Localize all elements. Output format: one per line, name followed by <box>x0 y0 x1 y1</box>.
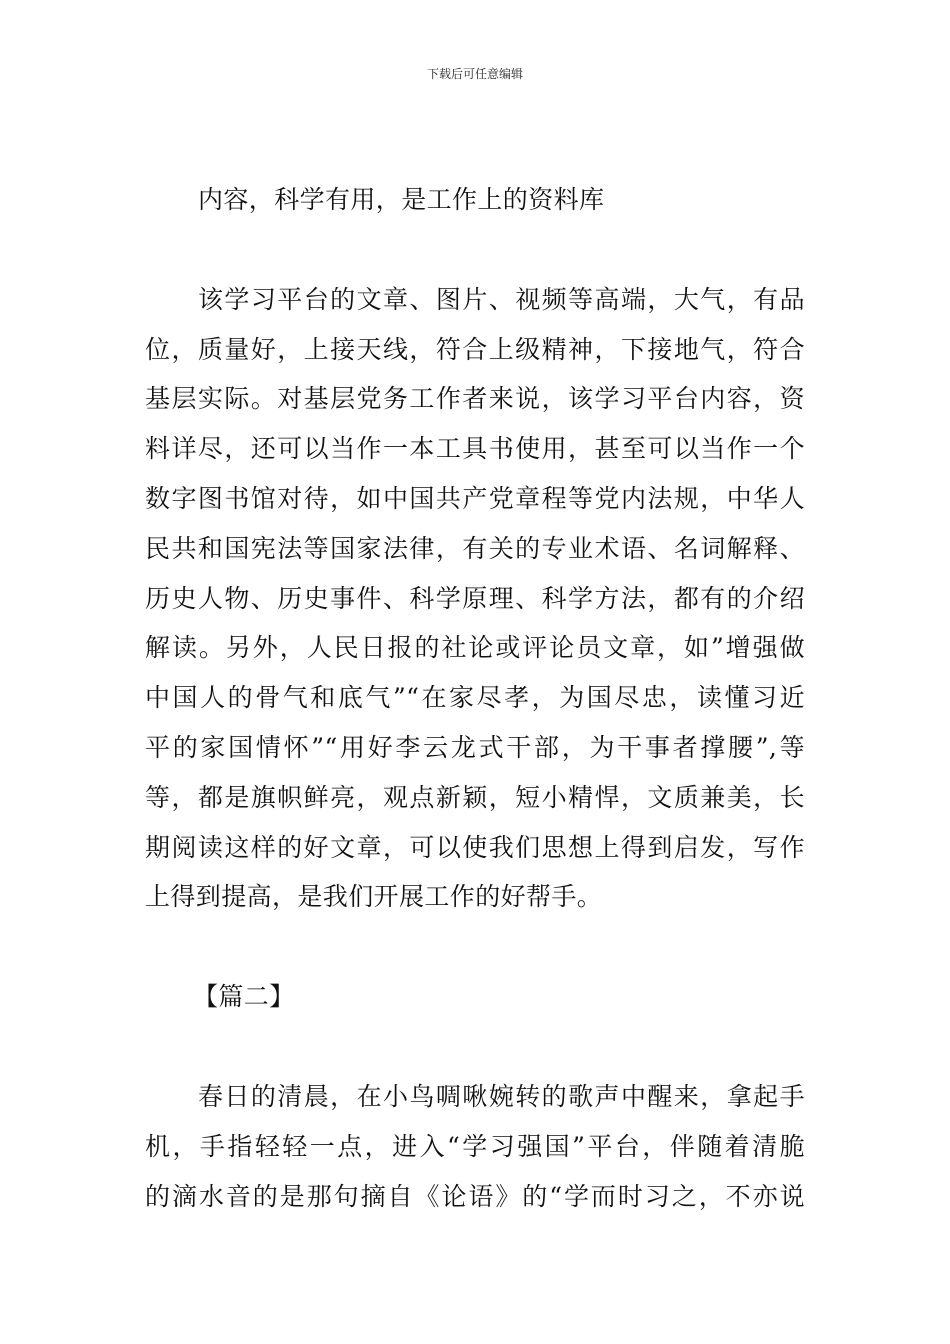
text-line: 料详尽，还可以当作一本工具书使用，甚至可以当作一个 <box>145 434 805 463</box>
text-line: 内容，科学有用，是工作上的资料库 <box>198 185 605 214</box>
text-line: 等，都是旗帜鲜亮，观点新颖，短小精悍，文质兼美，长 <box>145 783 805 812</box>
text-line: 位，质量好，上接天线，符合上级精神，下接地气，符合 <box>145 335 805 364</box>
text-line: 的滴水音的是那句摘自《论语》的“学而时习之，不亦说 <box>145 1182 805 1211</box>
text-line: 基层实际。对基层党务工作者来说，该学习平台内容，资 <box>145 384 805 413</box>
text-line: 机，手指轻轻一点，进入“学习强国”平台，伴随着清脆 <box>145 1132 805 1161</box>
text-line: 中国人的骨气和底气”“在家尽孝，为国尽忠，读懂习近 <box>145 683 805 712</box>
text-line: 民共和国宪法等国家法律，有关的专业术语、名词解释、 <box>145 534 805 563</box>
text-line: 解读。另外，人民日报的社论或评论员文章，如”增强做 <box>145 633 805 662</box>
text-line: 该学习平台的文章、图片、视频等高端，大气，有品 <box>198 285 805 314</box>
text-line: 上得到提高，是我们开展工作的好帮手。 <box>145 882 603 911</box>
section-heading: 【篇二】 <box>193 982 295 1011</box>
text-line: 春日的清晨，在小鸟啁啾婉转的歌声中醒来，拿起手 <box>198 1082 805 1111</box>
text-line: 数字图书馆对待，如中国共产党章程等党内法规，中华人 <box>145 484 805 513</box>
page-header: 下载后可任意编辑 <box>426 67 523 81</box>
text-line: 历史人物、历史事件、科学原理、科学方法，都有的介绍 <box>145 584 805 613</box>
text-line: 平的家国情怀”“用好李云龙式干部，为干事者撑腰”,等 <box>145 733 805 762</box>
text-line: 期阅读这样的好文章，可以使我们思想上得到启发，写作 <box>145 833 805 862</box>
